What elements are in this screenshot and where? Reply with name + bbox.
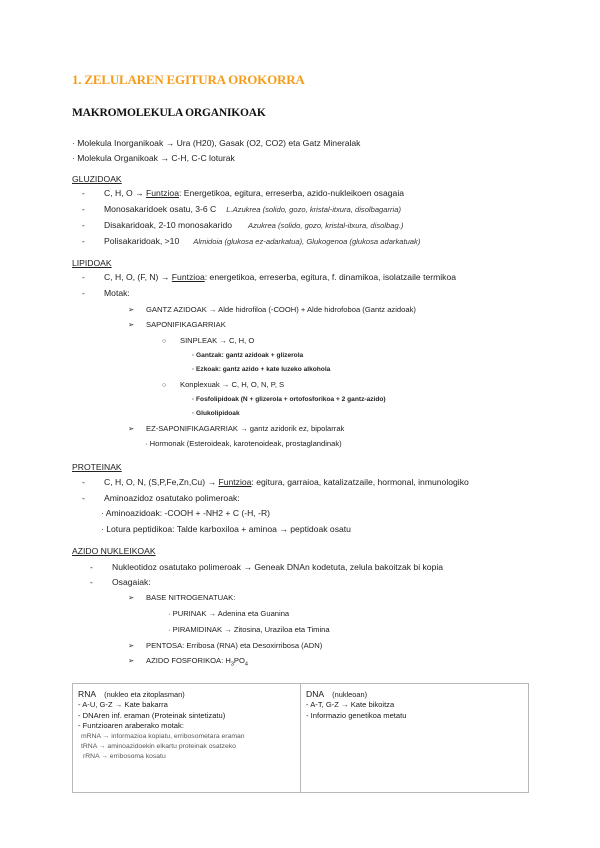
lipidoak-gantzak: · Gantzak: gantz azidoak + glizerola: [192, 352, 304, 359]
dna-line-2: - Informazio genetikoa metatu: [306, 710, 407, 720]
proteinak-lotura-peptidikoa: · Lotura peptidikoa: Talde karboxiloa + aminoa → peptidoak osatu: [101, 524, 351, 534]
arrow-bullet-icon: ➢: [128, 593, 135, 602]
arrow-bullet-icon: ➢: [128, 320, 135, 329]
azido-pentosa: ➢ PENTOSA: Erribosa (RNA) eta Desoxirribosa (ADN): [128, 641, 323, 650]
azido-purinak: · PURINAK → Adenina eta Guanina: [168, 609, 290, 618]
intro-line-inorganic: · Molekula Inorganikoak → Ura (H20), Gasak (O2, CO2) eta Gatz Mineralak: [72, 138, 361, 148]
azido-fosforikoa: ➢ AZIDO FOSFORIKOA: $H_3PO_4$: [128, 656, 248, 668]
gluzidoak-line-4: - Polisakaridoak, >10 Almidoia (glukosa ez-adarkatua), Glukogenoa (glukosa adarkatuak): [82, 236, 421, 246]
heading-proteinak: PROTEINAK: [72, 462, 122, 472]
heading-lipidoak: LIPIDOAK: [72, 258, 112, 268]
lipidoak-glukolipidoak: · Glukolipidoak: [192, 410, 240, 417]
circle-bullet-icon: ○: [162, 338, 167, 345]
rna-line-1: - A-U, G-Z → Kate bakarra: [78, 700, 168, 710]
arrow-bullet-icon: ➢: [128, 305, 135, 314]
lipidoak-fosfolipidoak: · Fosfolipidoak (N + glizerola + ortofosforikoa + 2 gantz-azido): [192, 396, 386, 403]
dna-line-1: - A-T, G-Z → Kate bikoitza: [306, 700, 395, 710]
gluzidoak-line-1: - C, H, O → Funtzioa: Energetikoa, egitura, erreserba, azido-nukleikoen osagaia: [82, 188, 405, 198]
azido-piramidinak: · PIRAMIDINAK → Zitosina, Uraziloa eta Timina: [168, 625, 330, 634]
dna-title: DNA: [306, 689, 325, 699]
lipidoak-ez-saponifikagarriak: ➢ EZ-SAPONIFIKAGARRIAK → gantz azidorik ez, bipolarrak: [128, 424, 345, 433]
funtzioa-label: Funtzioa: [218, 477, 252, 487]
heading-gluzidoak: GLUZIDOAK: [72, 174, 122, 184]
lipidoak-line-1: - C, H, O, (F, N) → Funtzioa: energetikoa, erreserba, egitura, f. dinamikoa, isolatzaile termikoa: [82, 272, 457, 282]
dna-location: (nukleoan): [332, 690, 368, 699]
gluzidoak-line-2: - Monosakaridoek osatu, 3-6 C L.Azukrea (solido, gozo, kristal-itxura, disolbagarria): [82, 204, 401, 214]
dash-bullet: -: [82, 188, 85, 198]
circle-bullet-icon: ○: [162, 382, 167, 389]
rna-location: (nukleo eta zitoplasman): [104, 690, 185, 699]
intro-line-organic: · Molekula Organikoak → C-H, C-C loturak: [72, 153, 235, 163]
gluzidoak-line-3: - Disakaridoak, 2-10 monosakarido Azukrea (solido, gozo, kristal-itxura, disolbag.): [82, 220, 404, 230]
azido-base-nitrogenatuak: ➢ BASE NITROGENATUAK:: [128, 593, 236, 602]
proteinak-line-2: - Aminoazidoz osatutako polimeroak:: [82, 493, 240, 503]
arrow-bullet-icon: ➢: [128, 424, 135, 433]
proteinak-aminoazidoak: · Aminoazidoak: -COOH + -NH2 + C (-H, -R): [101, 508, 271, 518]
lipidoak-saponifikagarriak: ➢ SAPONIFIKAGARRIAK: [128, 320, 226, 329]
funtzioa-label: Funtzioa: [171, 272, 205, 282]
section-subtitle: MAKROMOLEKULA ORGANIKOAK: [72, 107, 266, 119]
lipidoak-konplexuak: ○ Konplexuak → C, H, O, N, P, S: [162, 380, 285, 389]
page-title: 1. ZELULAREN EGITURA OROKORRA: [72, 72, 305, 87]
proteinak-line-1: - C, H, O, N, (S,P,Fe,Zn,Cu) → Funtzioa: egitura, garraioa, katalizatzaile, hormonal, inmunologiko: [82, 477, 469, 487]
lipidoak-gantz-azidoak: ➢ GANTZ AZIDOAK → Alde hidrofiloa (-COOH) + Alde hidrofoboa (Gantz azidoak): [128, 305, 416, 314]
rna-line-3: - Funtzioaren araberako motak:: [78, 721, 184, 731]
rna-rrna: rRNA → erribosoma kosatu: [83, 753, 166, 761]
arrow-bullet-icon: ➢: [128, 656, 135, 665]
azido-line-1: - Nukleotidoz osatutako polimeroak → Geneak DNAn kodetuta, zelula bakoitzak bi kopia: [90, 562, 444, 572]
rna-title: RNA: [78, 689, 97, 699]
rna-cell: [73, 684, 300, 792]
azido-osagaiak: - Osagaiak:: [90, 577, 151, 587]
rna-dna-comparison-table: [72, 683, 529, 793]
rna-mrna: mRNA → informazioa kopiatu, erribosometara eraman: [81, 732, 245, 740]
arrow-bullet-icon: ➢: [128, 641, 135, 650]
lipidoak-sinpleak: ○ SINPLEAK → C, H, O: [162, 336, 255, 345]
funtzioa-label: Funtzioa: [146, 188, 179, 198]
lipidoak-ezkoak: · Ezkoak: gantz azido + kate luzeko alkohola: [192, 366, 331, 373]
lipidoak-motak: - Motak:: [82, 288, 130, 298]
rna-trna: tRNA → aminoazidoekin elkartu proteinak osatzeko: [81, 743, 236, 751]
rna-line-2: - DNAren inf. eraman (Proteinak sintetizatu): [78, 710, 226, 720]
heading-azido-nukleikoak: AZIDO NUKLEIKOAK: [72, 546, 156, 556]
dna-cell: [300, 684, 528, 792]
lipidoak-hormonak: · Hormonak (Esteroideak, karotenoideak, prostaglandinak): [145, 439, 342, 448]
